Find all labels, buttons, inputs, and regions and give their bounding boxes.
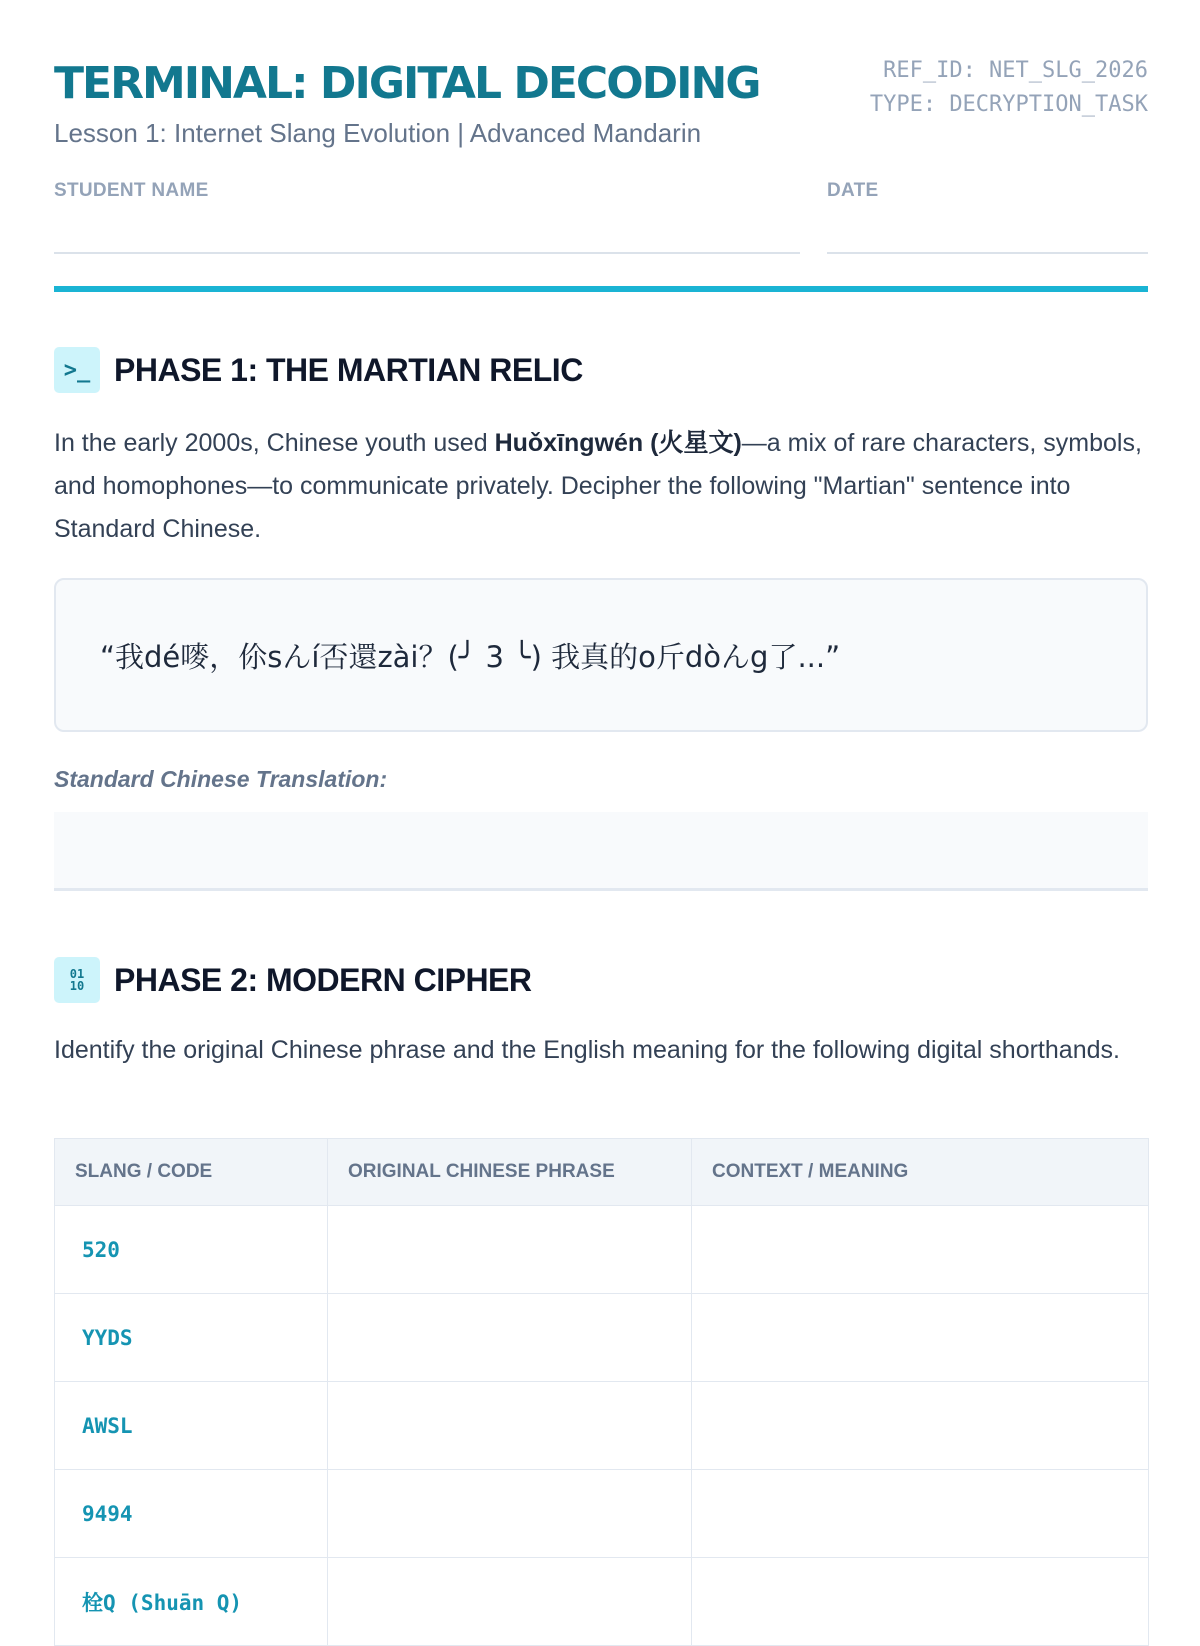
worksheet <box>54 0 1148 1615</box>
header-divider <box>54 286 1148 292</box>
binary-icon <box>54 957 100 1003</box>
page-subtitle: Lesson 1: Internet Slang Evolution | Advanced Mandarin <box>54 118 702 148</box>
phrase-answer-cell[interactable] <box>328 1470 692 1558</box>
document-meta <box>870 54 1148 122</box>
phrase-answer-cell[interactable] <box>328 1558 692 1646</box>
student-name-line[interactable] <box>54 252 800 254</box>
slang-code-cell <box>55 1558 328 1646</box>
table-row <box>55 1206 1149 1294</box>
student-name-field[interactable] <box>54 180 800 254</box>
slang-code: YYDS <box>82 1325 133 1350</box>
phase1-intro-part2: —a mix of rare characters, symbols, and homophones—to communicate privately. Decipher the following "Martian" sentence into Standard Chinese. <box>54 429 1142 543</box>
meaning-answer-cell[interactable] <box>692 1470 1149 1558</box>
cipher-text: “我dé嘜，伱sんí否還zài？(╯ 3 ╰) 我真的o斤dòんg了...” <box>100 639 841 674</box>
date-field[interactable] <box>827 180 1148 254</box>
cipher-box <box>54 578 1148 732</box>
phase1-intro-part1: In the early 2000s, Chinese youth used <box>54 429 495 457</box>
meaning-answer-cell[interactable] <box>692 1206 1149 1294</box>
phase1-title: PHASE 1: THE MARTIAN RELIC <box>114 351 583 388</box>
slang-code-cell <box>55 1294 328 1382</box>
slang-code-cell <box>55 1470 328 1558</box>
meaning-answer-cell[interactable] <box>692 1294 1149 1382</box>
binary-icon-top: 01 <box>69 967 85 981</box>
meaning-answer-cell[interactable] <box>692 1382 1149 1470</box>
translation-label: Standard Chinese Translation: <box>54 766 388 792</box>
translation-answer-field[interactable] <box>54 812 1148 891</box>
table-row <box>55 1294 1149 1382</box>
phrase-answer-cell[interactable] <box>328 1382 692 1470</box>
column-header-code: SLANG / CODE <box>55 1139 328 1206</box>
phase2-title: PHASE 2: MODERN CIPHER <box>114 961 532 998</box>
student-fields <box>54 180 1148 260</box>
slang-code: 520 <box>82 1237 120 1262</box>
table-row <box>55 1382 1149 1470</box>
binary-icon-bottom: 10 <box>69 979 85 993</box>
page-title: TERMINAL: DIGITAL DECODING <box>54 58 760 109</box>
phase2-intro: Identify the original Chinese phrase and the English meaning for the following digital shorthands. <box>54 1036 1120 1064</box>
phrase-answer-cell[interactable] <box>328 1294 692 1382</box>
meaning-answer-cell[interactable] <box>692 1558 1149 1646</box>
phase1-intro <box>54 422 1148 551</box>
slang-code: 栓Q (Shuān Q) <box>82 1590 243 1615</box>
student-name-label: STUDENT NAME <box>54 180 209 201</box>
slang-code-cell <box>55 1382 328 1470</box>
column-header-meaning: CONTEXT / MEANING <box>692 1139 1149 1206</box>
phase1-heading <box>54 347 583 393</box>
phase2-heading <box>54 957 532 1003</box>
phase1-intro-term: Huǒxīngwén (火星文) <box>494 429 742 457</box>
terminal-icon: >_ <box>54 347 100 393</box>
slang-code-cell <box>55 1206 328 1294</box>
slang-code: 9494 <box>82 1501 133 1526</box>
table-header-row <box>55 1139 1149 1206</box>
column-header-phrase: ORIGINAL CHINESE PHRASE <box>328 1139 692 1206</box>
slang-code: AWSL <box>82 1413 133 1438</box>
ref-id: REF_ID: NET_SLG_2026 <box>883 58 1148 83</box>
slang-table <box>54 1138 1149 1646</box>
task-type: TYPE: DECRYPTION_TASK <box>869 92 1148 117</box>
date-line[interactable] <box>827 252 1148 254</box>
table-row <box>55 1470 1149 1558</box>
table-row <box>55 1558 1149 1646</box>
header <box>54 0 1148 150</box>
phrase-answer-cell[interactable] <box>328 1206 692 1294</box>
date-label: DATE <box>827 180 879 201</box>
